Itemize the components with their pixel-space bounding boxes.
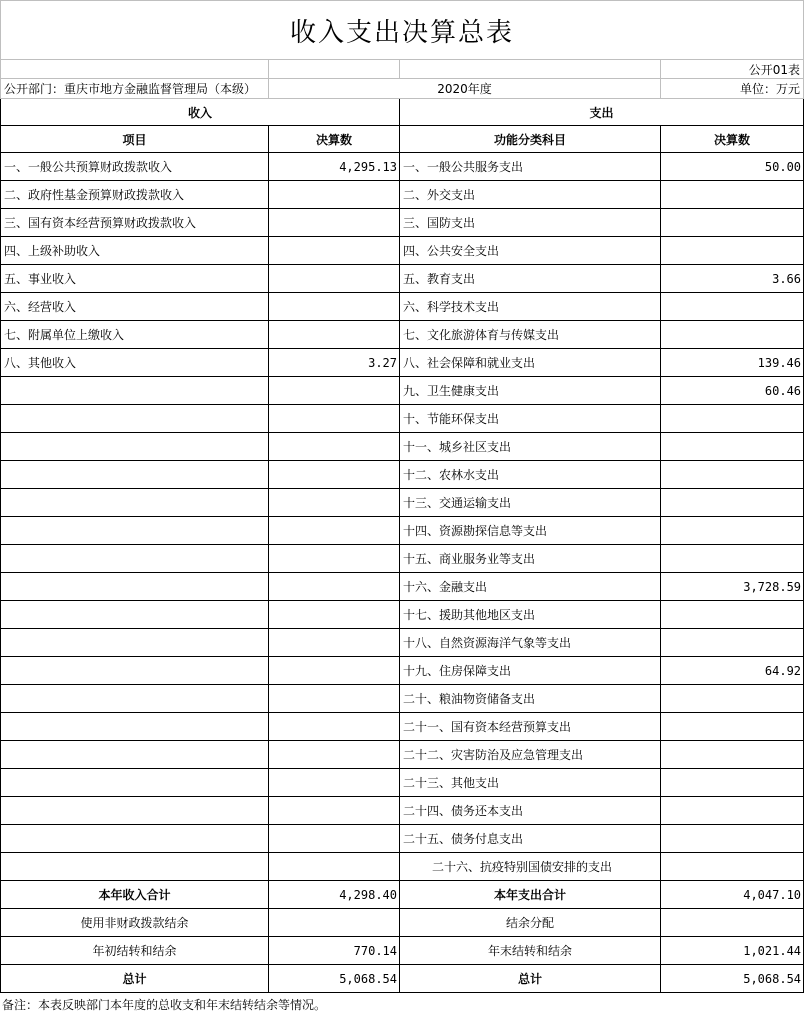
expense-item: 二十六、抗疫特别国债安排的支出 [400,853,661,881]
expense-amount [661,741,804,769]
page-title: 收入支出决算总表 [1,1,804,60]
table-row [1,153,804,181]
table-row [1,377,804,405]
expense-amount [661,713,804,741]
expense-item: 二十四、债务还本支出 [400,797,661,825]
fiscal-year: 2020年度 [269,79,661,99]
expense-item: 一、一般公共服务支出 [400,153,661,181]
expense-item: 二十五、债务付息支出 [400,825,661,853]
table-row [1,405,804,433]
summary-income-amount: 4,298.40 [269,881,400,909]
expense-item: 十四、资源勘探信息等支出 [400,517,661,545]
expense-amount [661,237,804,265]
income-amount [269,685,400,713]
summary-row [1,881,804,909]
expense-amount [661,517,804,545]
expense-amount [661,853,804,881]
expense-amount [661,769,804,797]
income-item [1,629,269,657]
income-item [1,517,269,545]
table-row [1,545,804,573]
income-amount [269,265,400,293]
expense-amount [661,629,804,657]
table-row [1,741,804,769]
expense-amount [661,601,804,629]
income-item [1,825,269,853]
summary-expense-label: 总计 [400,965,661,993]
income-amount [269,573,400,601]
expense-item: 十二、农林水支出 [400,461,661,489]
amount-header-2: 决算数 [661,126,804,153]
income-amount [269,601,400,629]
income-amount [269,321,400,349]
expense-item: 六、科学技术支出 [400,293,661,321]
table-row [1,349,804,377]
table-row [1,573,804,601]
summary-expense-amount: 4,047.10 [661,881,804,909]
expense-item: 十九、住房保障支出 [400,657,661,685]
expense-item: 二十一、国有资本经营预算支出 [400,713,661,741]
income-amount [269,293,400,321]
unit-label: 单位：万元 [661,79,804,99]
expense-amount: 3.66 [661,265,804,293]
item-header: 项目 [1,126,269,153]
income-item: 一、一般公共预算财政拨款收入 [1,153,269,181]
expense-amount: 139.46 [661,349,804,377]
summary-income-label: 年初结转和结余 [1,937,269,965]
expense-item: 十一、城乡社区支出 [400,433,661,461]
expense-item: 十六、金融支出 [400,573,661,601]
summary-row [1,909,804,937]
expense-item: 五、教育支出 [400,265,661,293]
function-header: 功能分类科目 [400,126,661,153]
income-item: 四、上级补助收入 [1,237,269,265]
table-row [1,685,804,713]
income-item [1,461,269,489]
income-amount [269,769,400,797]
table-row [1,601,804,629]
expense-amount [661,321,804,349]
income-item [1,713,269,741]
expense-item: 二十二、灾害防治及应急管理支出 [400,741,661,769]
table-row [1,433,804,461]
expense-item: 八、社会保障和就业支出 [400,349,661,377]
income-item: 六、经营收入 [1,293,269,321]
table-row [1,797,804,825]
summary-row [1,965,804,993]
expense-amount [661,293,804,321]
expense-item: 二、外交支出 [400,181,661,209]
expense-item: 十、节能环保支出 [400,405,661,433]
income-item [1,769,269,797]
income-amount [269,825,400,853]
table-row [1,629,804,657]
income-amount [269,405,400,433]
summary-income-amount [269,909,400,937]
table-row [1,769,804,797]
income-amount [269,237,400,265]
table-row [1,209,804,237]
income-amount [269,853,400,881]
expense-amount: 64.92 [661,657,804,685]
income-item [1,741,269,769]
income-item: 二、政府性基金预算财政拨款收入 [1,181,269,209]
form-number: 公开01表 [661,60,804,79]
table-row [1,293,804,321]
expense-item: 十五、商业服务业等支出 [400,545,661,573]
expense-amount [661,545,804,573]
summary-income-label: 使用非财政拨款结余 [1,909,269,937]
table-row [1,657,804,685]
income-item: 七、附属单位上缴收入 [1,321,269,349]
income-amount [269,657,400,685]
expense-item: 十七、援助其他地区支出 [400,601,661,629]
income-amount: 4,295.13 [269,153,400,181]
department-label: 公开部门：重庆市地方金融监督管理局（本级） [1,79,269,99]
summary-row [1,937,804,965]
expense-amount [661,405,804,433]
summary-income-amount: 5,068.54 [269,965,400,993]
expense-item: 三、国防支出 [400,209,661,237]
income-item [1,601,269,629]
expense-amount [661,209,804,237]
summary-income-label: 本年收入合计 [1,881,269,909]
expense-amount [661,433,804,461]
expense-item: 二十三、其他支出 [400,769,661,797]
expense-item: 十八、自然资源海洋气象等支出 [400,629,661,657]
income-item [1,685,269,713]
expense-amount: 50.00 [661,153,804,181]
income-item [1,545,269,573]
expense-item: 七、文化旅游体育与传媒支出 [400,321,661,349]
amount-header: 决算数 [269,126,400,153]
table-row [1,265,804,293]
income-item [1,377,269,405]
summary-expense-label: 结余分配 [400,909,661,937]
expense-item: 十三、交通运输支出 [400,489,661,517]
expense-amount [661,461,804,489]
income-amount [269,181,400,209]
income-item [1,853,269,881]
table-row [1,517,804,545]
summary-income-amount: 770.14 [269,937,400,965]
summary-expense-label: 本年支出合计 [400,881,661,909]
income-item [1,405,269,433]
income-item: 三、国有资本经营预算财政拨款收入 [1,209,269,237]
table-row [1,713,804,741]
income-item [1,489,269,517]
expense-amount [661,685,804,713]
income-header: 收入 [1,99,400,126]
income-item [1,657,269,685]
income-amount [269,629,400,657]
income-amount: 3.27 [269,349,400,377]
expense-amount [661,489,804,517]
expense-amount [661,825,804,853]
summary-expense-label: 年末结转和结余 [400,937,661,965]
summary-expense-amount: 1,021.44 [661,937,804,965]
income-amount [269,713,400,741]
expense-header: 支出 [400,99,804,126]
table-row [1,825,804,853]
summary-income-label: 总计 [1,965,269,993]
summary-expense-amount [661,909,804,937]
income-amount [269,797,400,825]
table-row [1,237,804,265]
expense-amount: 60.46 [661,377,804,405]
income-amount [269,209,400,237]
income-item [1,797,269,825]
table-row [1,853,804,881]
table-row [1,489,804,517]
income-item: 五、事业收入 [1,265,269,293]
income-item [1,433,269,461]
income-amount [269,545,400,573]
income-amount [269,461,400,489]
table-row [1,321,804,349]
income-amount [269,517,400,545]
expense-amount [661,797,804,825]
income-amount [269,377,400,405]
income-item [1,573,269,601]
summary-expense-amount: 5,068.54 [661,965,804,993]
income-amount [269,433,400,461]
expense-amount [661,181,804,209]
income-amount [269,741,400,769]
table-row [1,461,804,489]
expense-item: 二十、粮油物资储备支出 [400,685,661,713]
expense-amount: 3,728.59 [661,573,804,601]
table-row [1,181,804,209]
expense-item: 九、卫生健康支出 [400,377,661,405]
income-amount [269,489,400,517]
footnote: 备注：本表反映部门本年度的总收支和年末结转结余等情况。 [2,998,327,1012]
expense-item: 四、公共安全支出 [400,237,661,265]
income-item: 八、其他收入 [1,349,269,377]
